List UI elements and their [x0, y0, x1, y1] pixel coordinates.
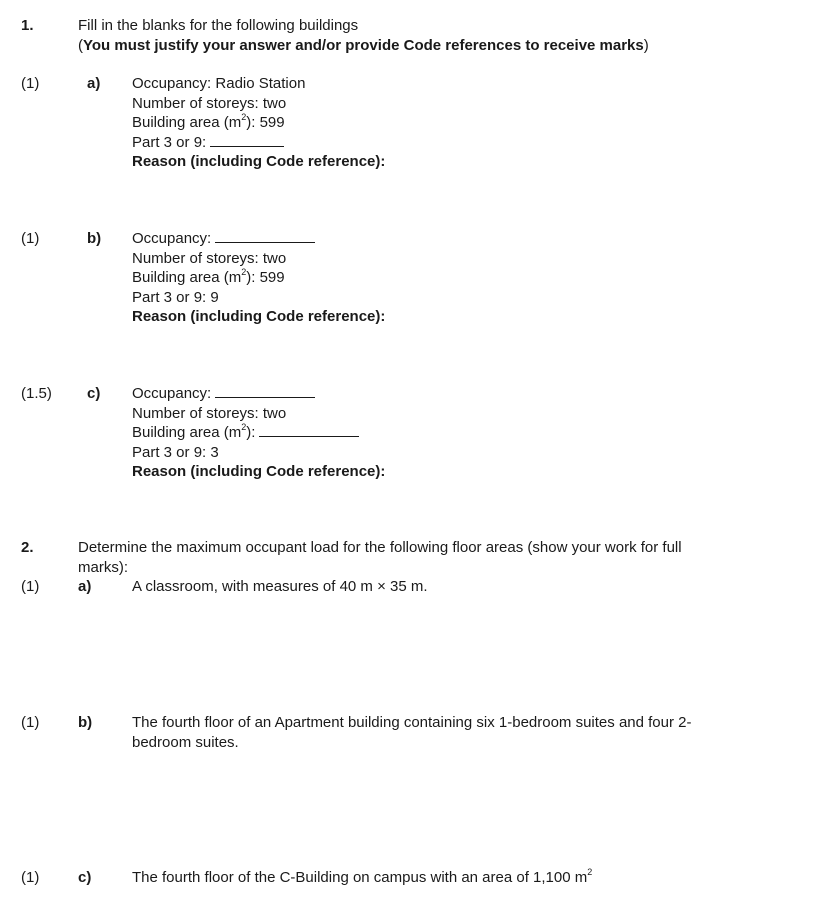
part-letter: b)	[78, 714, 93, 731]
occupancy-line: Occupancy:	[132, 229, 385, 249]
area-line: Building area $(m^2)$:	[132, 423, 385, 443]
part-line: Part 3 or 9: 3	[132, 443, 219, 461]
building-info-a	[132, 74, 385, 172]
question-instruction: Fill in the blanks for the following buildings	[78, 17, 359, 34]
part-letter: c)	[87, 385, 101, 402]
occupancy-line: Occupancy: Radio Station	[132, 75, 306, 92]
part-letter: b)	[87, 230, 102, 247]
area-line: Building area $(m^2)$: 599	[132, 267, 285, 286]
part-text: The fourth floor of an Apartment building containing six 1-bedroom suites and four 2- bedroom suites.	[132, 714, 692, 751]
question-number: 2.	[21, 539, 34, 556]
part-marks: (1)	[21, 75, 40, 92]
reason-label: Reason (including Code reference):	[132, 308, 386, 325]
occupancy-line: Occupancy:	[132, 384, 385, 404]
storeys-line: Number of storeys: two	[132, 404, 287, 422]
part-marks: (1)	[21, 714, 40, 731]
answer-blank[interactable]	[210, 134, 284, 147]
question-instruction-note: (You must justify your answer and/or provide Code references to receive marks)	[78, 37, 649, 54]
answer-blank[interactable]	[215, 385, 315, 398]
part-letter: c)	[78, 869, 92, 886]
building-info-c	[132, 384, 385, 482]
storeys-line: Number of storeys: two	[132, 94, 287, 112]
part-text: A classroom, with measures of 40 m × 35 m.	[132, 578, 428, 595]
part-marks: (1)	[21, 578, 40, 595]
answer-blank[interactable]	[215, 230, 315, 243]
part-marks: (1)	[21, 230, 40, 247]
area-line: Building area $(m^2)$: 599	[132, 112, 285, 131]
part-text: The fourth floor of the C-Building on campus with an area of 1,100 $m^2$	[132, 867, 593, 886]
part-letter: a)	[87, 75, 101, 92]
question-instruction: Determine the maximum occupant load for the following floor areas (show your work for full marks):	[78, 539, 682, 576]
part-marks: (1.5)	[21, 385, 52, 402]
part-line: Part 3 or 9:	[132, 133, 385, 153]
reason-label: Reason (including Code reference):	[132, 463, 386, 480]
part-marks: (1)	[21, 869, 40, 886]
occupancy-value: Radio Station	[215, 75, 306, 92]
answer-blank[interactable]	[259, 424, 359, 437]
storeys-line: Number of storeys: two	[132, 249, 287, 267]
question-number: 1.	[21, 17, 34, 34]
building-info-b	[132, 229, 385, 327]
reason-label: Reason (including Code reference):	[132, 153, 386, 170]
part-letter: a)	[78, 578, 92, 595]
part-line: Part 3 or 9: 9	[132, 288, 219, 306]
